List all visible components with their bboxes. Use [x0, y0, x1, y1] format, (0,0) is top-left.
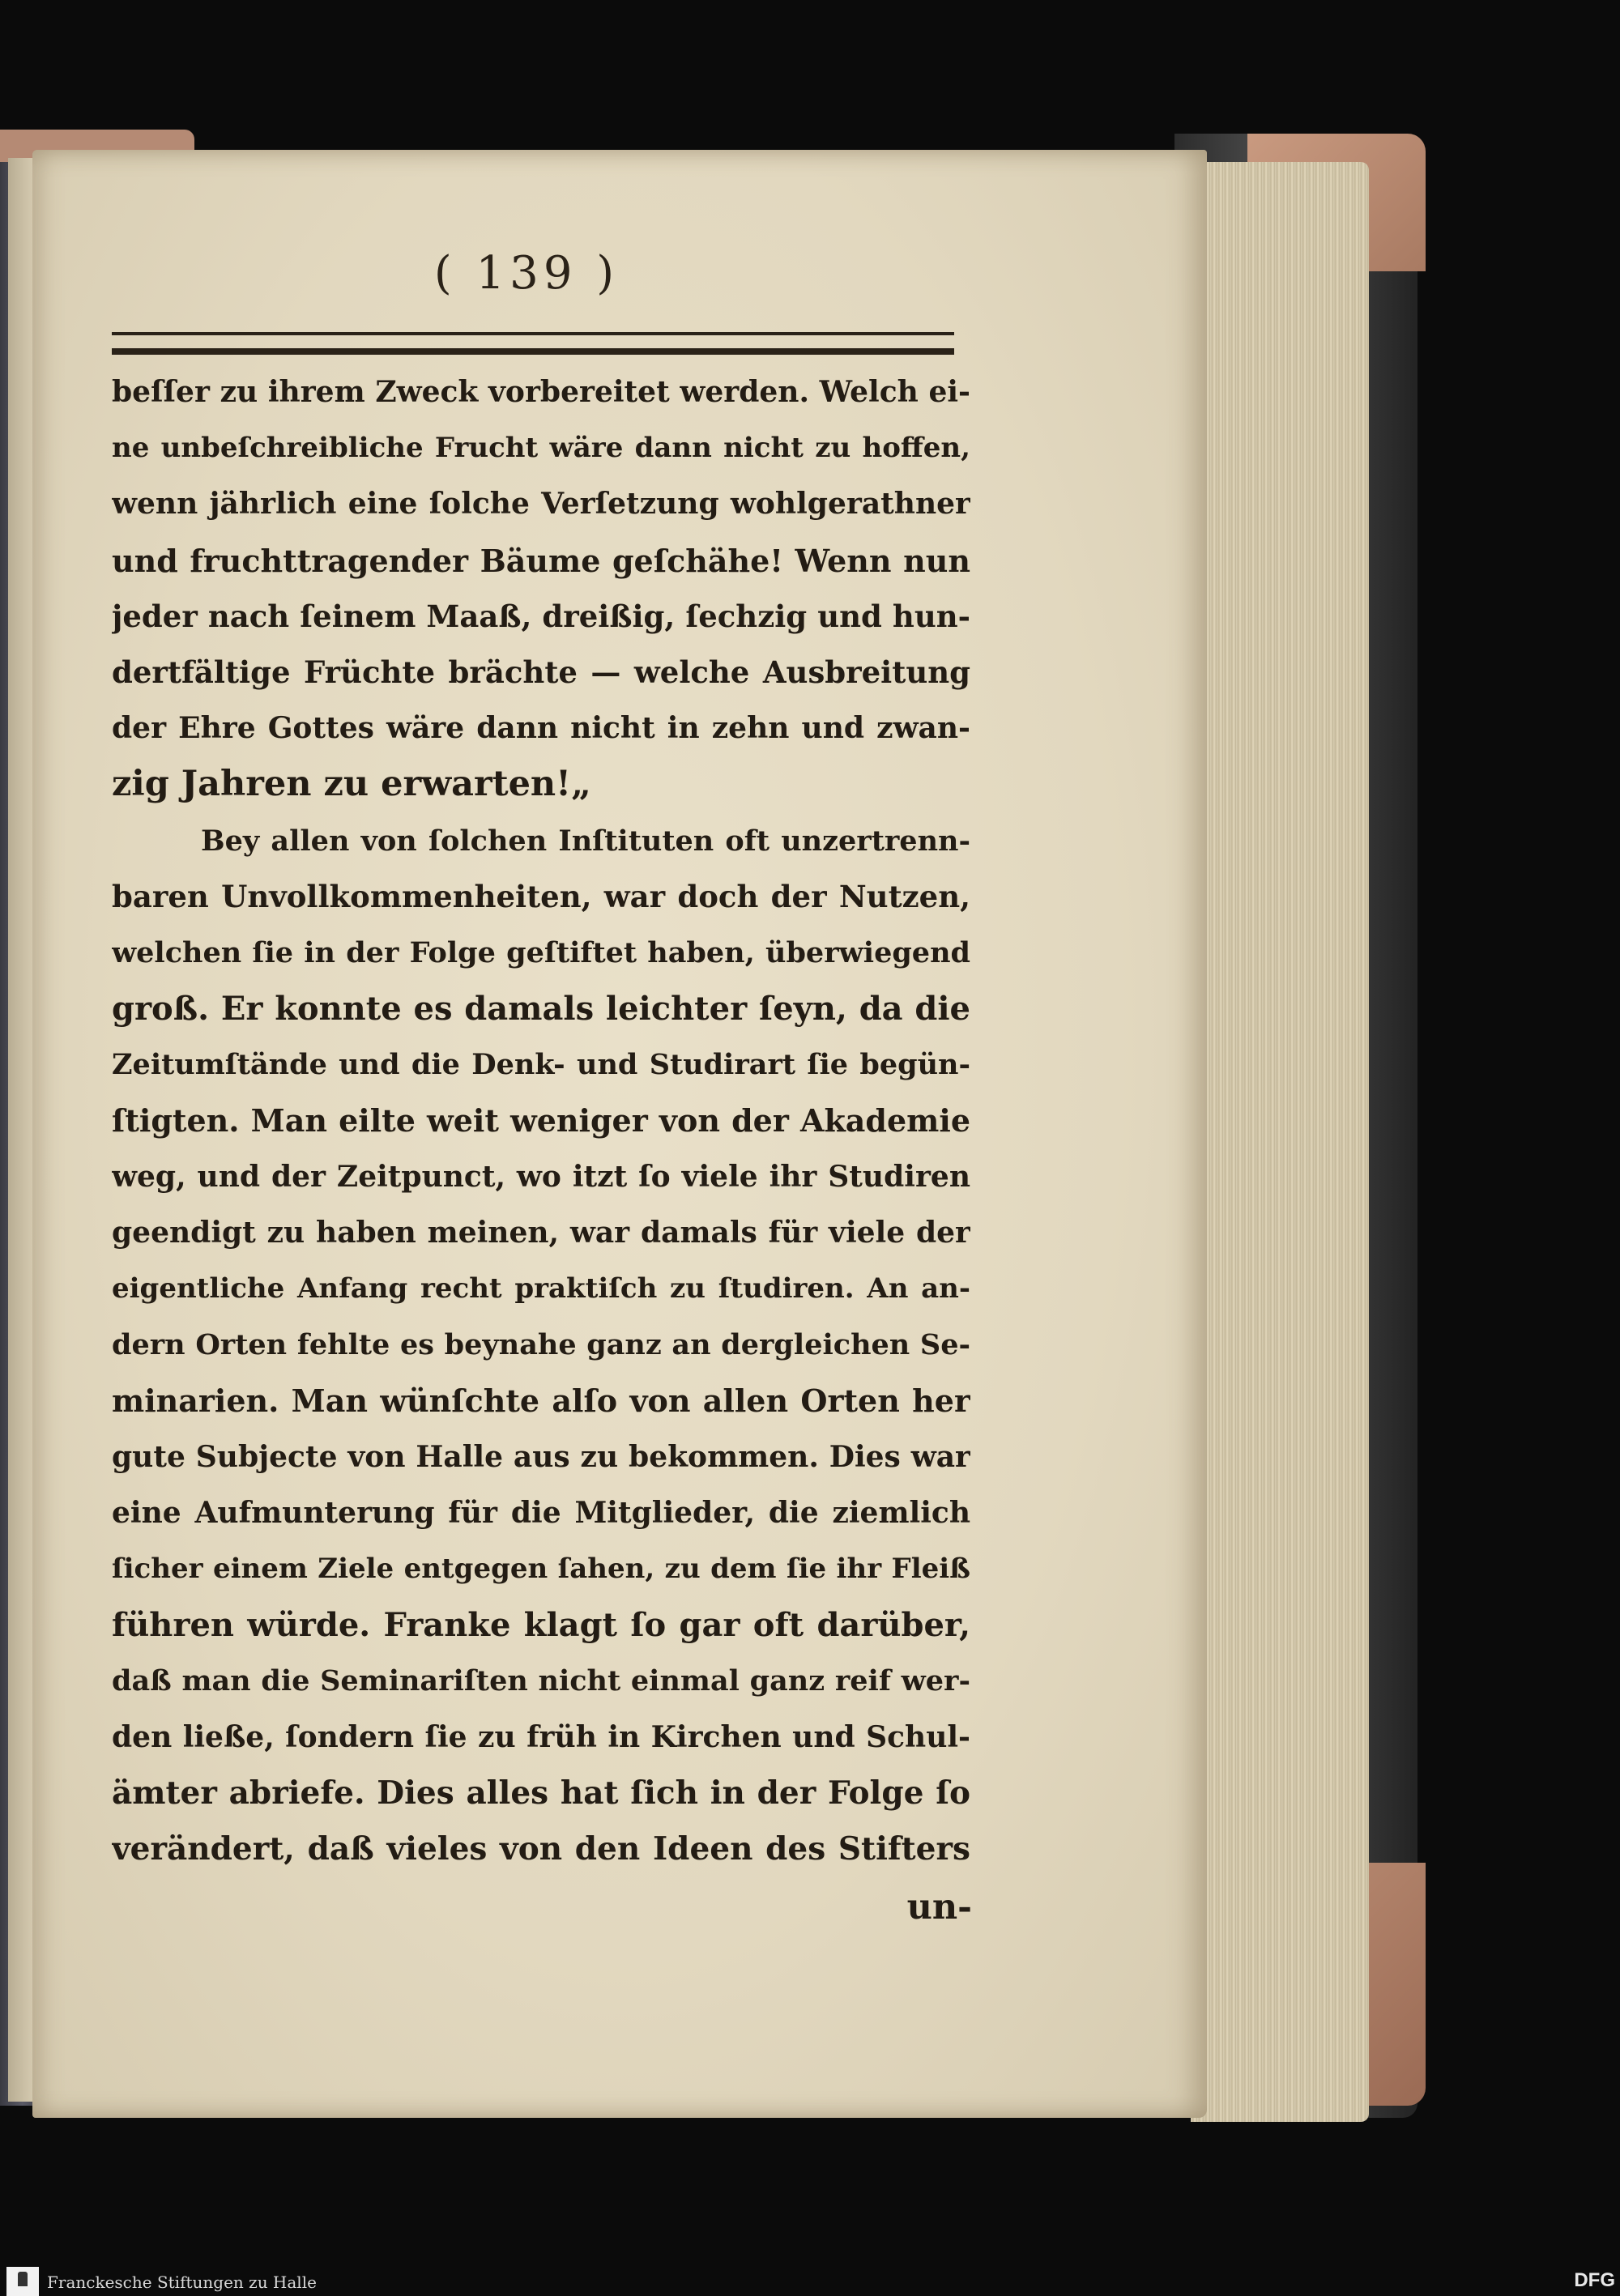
text-line: zig Jahren zu erwarten!„ — [112, 764, 591, 805]
text-line: baren Unvollkommenheiten, war doch der Nutzen, — [112, 878, 970, 914]
institution-name: Franckesche Stiftungen zu Halle — [47, 2273, 317, 2292]
text-line: und fruchttragender Bäume geſchähe! Wenn nun — [112, 542, 970, 579]
dfg-logo: DFG — [1574, 2269, 1615, 2291]
text-line: weg, und der Zeitpunct, wo itzt ſo viele ihr Studiren — [112, 1159, 970, 1194]
institution-logo-icon — [6, 2267, 39, 2296]
text-line: den ließe, ſondern ſie zu früh in Kirchen und Schul- — [112, 1719, 970, 1754]
text-line: dertfältige Früchte brächte — welche Ausbreitung — [112, 654, 970, 690]
text-line: ämter abriefe. Dies alles hat ſich in der Folge ſo — [112, 1774, 970, 1812]
page-edges — [1191, 162, 1369, 2122]
text-line: jeder nach ſeinem Maaß, dreißig, ſechzig und hun- — [112, 598, 970, 634]
text-line: beſſer zu ihrem Zweck vorbereitet werden. Welch ei- — [112, 375, 970, 409]
page-number-header: ( 139 ) — [433, 247, 620, 300]
text-line: Bey allen von ſolchen Inſtituten oft unzertrenn- — [201, 824, 970, 858]
text-line: ſicher einem Ziele entgegen ſahen, zu dem ſie ihr Fleiß — [112, 1552, 970, 1585]
text-line: gute Subjecte von Halle aus zu bekommen. Dies war — [112, 1439, 970, 1474]
text-line: verändert, daß vieles von den Ideen des Stifters — [112, 1830, 970, 1868]
text-line: der Ehre Gottes wäre dann nicht in zehn und zwan- — [112, 711, 970, 746]
text-line: welchen ſie in der Folge geſtiftet haben, überwiegend — [112, 935, 970, 969]
body-text — [112, 364, 970, 1877]
text-line: ne unbeſchreibliche Frucht wäre dann nicht zu hoffen, — [112, 432, 970, 465]
header-rule — [112, 332, 954, 355]
text-line: geendigt zu haben meinen, war damals für viele der — [112, 1215, 970, 1250]
text-line: minarien. Man wünſchte alſo von allen Orten her — [112, 1382, 970, 1420]
text-line: eigentliche Anfang recht praktiſch zu ſtudiren. An an- — [112, 1272, 970, 1305]
text-line: ſtigten. Man eilte weit weniger von der Akademie — [112, 1102, 970, 1139]
catchword: un- — [906, 1887, 972, 1928]
text-line: daß man die Seminariſten nicht einmal ganz reif wer- — [112, 1664, 970, 1698]
text-line: eine Aufmunterung für die Mitglieder, die ziemlich — [112, 1495, 970, 1530]
text-line: groß. Er konnte es damals leichter ſeyn, da die — [112, 990, 970, 1029]
text-line: führen würde. Franke klagt ſo gar oft darüber, — [112, 1606, 970, 1645]
text-line: Zeitumſtände und die Denk- und Studirart ſie begün- — [112, 1048, 970, 1082]
text-line: wenn jährlich eine ſolche Verſetzung wohlgerathner — [112, 487, 970, 522]
text-line: dern Orten fehlte es beynahe ganz an dergleichen Se- — [112, 1328, 970, 1362]
